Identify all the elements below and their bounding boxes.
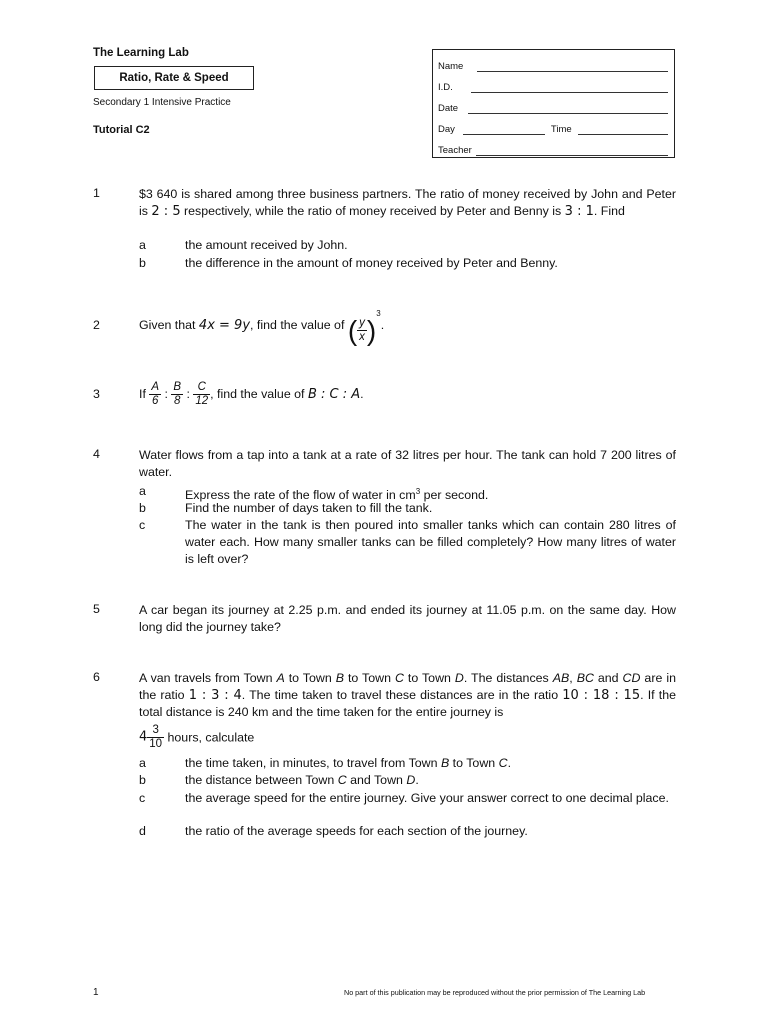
question-number: 3 (93, 387, 100, 401)
question-4b-text: Find the number of days taken to fill the tank. (185, 501, 433, 515)
q6-text-part: . The distances (463, 671, 553, 685)
time-line[interactable] (578, 124, 668, 135)
q6-time-ratio: 10 : 18 : 15 (562, 688, 641, 703)
q1-text-part: . Find (593, 204, 625, 218)
question-6a-text (185, 755, 676, 772)
q6-distance-ab: AB (552, 671, 570, 685)
q6-town-c: C (394, 671, 404, 685)
q4a-text-part: Express the rate of the flow of water in cm (185, 488, 416, 503)
q4a-text-part: per second. (420, 488, 489, 503)
q6-text-part: are in the ratio (139, 671, 676, 702)
id-label: I.D. (438, 82, 453, 93)
q6a-text-part: to Town (449, 756, 499, 770)
time-label: Time (550, 124, 572, 135)
teacher-field[interactable] (438, 142, 668, 156)
part-label: b (139, 501, 146, 515)
question-number: 4 (93, 447, 100, 461)
q6b-text-part: the distance between Town (185, 773, 338, 787)
q6-text-part: hours, calculate (164, 730, 255, 745)
q6-text-part: and (593, 671, 623, 685)
q3-text-part: , find the value of (210, 387, 308, 401)
q3-frac-denominator: 6 (151, 395, 159, 408)
q2-text-part: Given that (139, 318, 199, 332)
question-2-text (139, 306, 676, 345)
date-field[interactable] (438, 100, 668, 114)
part-label: a (139, 756, 146, 770)
teacher-label: Teacher (438, 145, 472, 156)
q3-frac-numerator: A (151, 381, 159, 394)
q3-ratio: B : C : A (307, 387, 361, 402)
q6-text-part: . If the total distance is 240 km and the time taken for the entire journey is (139, 688, 677, 719)
q1-text-part: $3 640 is shared among three business partners. The ratio of money received by John and Peter is (139, 187, 676, 218)
worksheet-title: Ratio, Rate & Speed (94, 66, 254, 90)
part-label: d (139, 824, 146, 838)
q6-text-part: A van travels from Town (139, 671, 277, 685)
q6b-town-d: D (406, 773, 416, 787)
question-6b-text (185, 772, 676, 789)
q6b-text-part: . (415, 773, 419, 787)
q6-town-a: A (276, 671, 285, 685)
question-number: 6 (93, 670, 100, 684)
question-number: 1 (93, 186, 100, 200)
q6-text-part: to Town (403, 671, 455, 685)
q6-town-b: B (335, 671, 344, 685)
id-line[interactable] (471, 82, 668, 93)
q2-text-part: , find the value of (250, 318, 348, 332)
question-6d-text: the ratio of the average speeds for each section of the journey. (185, 824, 528, 838)
question-4-text: Water flows from a tap into a tank at a rate of 32 litres per hour. The tank can hold 7 200 litres of water. (139, 448, 676, 479)
q6a-town-c: C (498, 756, 508, 770)
question-6c-text: the average speed for the entire journey. Give your answer correct to one decimal place. (185, 791, 669, 805)
part-label: b (139, 773, 146, 787)
day-line[interactable] (463, 124, 545, 135)
q6-distance-cd: CD (622, 671, 641, 685)
question-1a-text: the amount received by John. (185, 238, 348, 252)
q6-distance-ratio: 1 : 3 : 4 (188, 688, 242, 703)
q2-text-part: . (380, 318, 385, 332)
q6-town-d: D (454, 671, 464, 685)
q2-expression: ( $\frac{y}{x}$ )$^3$ (347, 309, 381, 347)
q6a-text-part: the time taken, in minutes, to travel from Town (185, 756, 441, 770)
brand-name: The Learning Lab (93, 47, 189, 59)
q6a-text-part: . (507, 756, 512, 770)
part-label: c (139, 518, 146, 532)
q6b-town-c: C (337, 773, 347, 787)
question-6-text (139, 670, 676, 721)
q6-mixed-denominator: 10 (149, 738, 163, 751)
name-label: Name (438, 61, 464, 72)
part-label: a (139, 484, 146, 498)
name-line[interactable] (477, 61, 668, 72)
question-3-text: If $\frac{A}{6}$ : $\frac{B}{8}$ : $\frac{C}{12}$ , find the value of B : C : A. (139, 381, 364, 408)
name-field[interactable] (438, 58, 668, 72)
id-field[interactable] (438, 79, 668, 93)
q3-frac-denominator: 12 (195, 395, 209, 408)
part-label: b (139, 256, 146, 270)
q6a-town-b: B (440, 756, 450, 770)
question-6-mixed-number-line (139, 722, 254, 753)
q6-distance-bc: BC (576, 671, 594, 685)
tutorial-label: Tutorial C2 (93, 124, 150, 136)
part-label: a (139, 238, 146, 252)
q6-text-part: to Town (343, 671, 395, 685)
q2-power: 3 (376, 309, 381, 319)
worksheet-subtitle: Secondary 1 Intensive Practice (93, 97, 231, 108)
q2-frac-numerator: y (359, 317, 365, 330)
date-line[interactable] (468, 103, 668, 114)
q2-equation: 4x = 9y (198, 318, 251, 333)
question-5-text: A car began its journey at 2.25 p.m. and ended its journey at 11.05 p.m. on the same day. How long did the journey take? (139, 603, 676, 634)
q3-frac-numerator: B (173, 381, 181, 394)
q6-text-part: , (569, 671, 577, 685)
page-number: 1 (93, 987, 99, 998)
q3-text-part: If (139, 387, 150, 401)
question-1-text (139, 186, 676, 220)
part-label: c (139, 791, 146, 805)
teacher-line[interactable] (476, 145, 668, 156)
q2-frac-denominator: x (359, 331, 365, 344)
q6b-text-part: and Town (346, 773, 407, 787)
q3-frac-denominator: 8 (173, 395, 181, 408)
q1-ratio-1: 2 : 5 (151, 204, 181, 219)
q4a-superscript: 3 (415, 487, 421, 496)
question-number: 5 (93, 602, 100, 616)
date-label: Date (438, 103, 459, 114)
question-4c-text: The water in the tank is then poured into smaller tanks which can contain 280 litres of water each. How many smaller tanks can be filled completely? How many litres of water is left over? (185, 518, 676, 566)
q3-text-part: . (360, 387, 364, 401)
student-info-box (432, 49, 675, 158)
q1-ratio-2: 3 : 1 (564, 204, 594, 219)
q6-text-part: to Town (284, 671, 336, 685)
day-label: Day (438, 124, 455, 135)
day-time-field[interactable] (438, 121, 668, 135)
q6-mixed-whole: 4 (139, 729, 148, 745)
q3-frac-numerator: C (193, 381, 210, 395)
q6-mixed-numerator: 3 (147, 724, 164, 738)
q1-text-part: respectively, while the ratio of money received by Peter and Benny is (180, 204, 565, 218)
q6-text-part: . The time taken to travel these distances are in the ratio (241, 688, 563, 702)
question-1b-text: the difference in the amount of money received by Peter and Benny. (185, 256, 558, 270)
copyright-notice: No part of this publication may be reproduced without the prior permission of The Learning Lab (344, 988, 646, 997)
question-number: 2 (93, 318, 100, 332)
